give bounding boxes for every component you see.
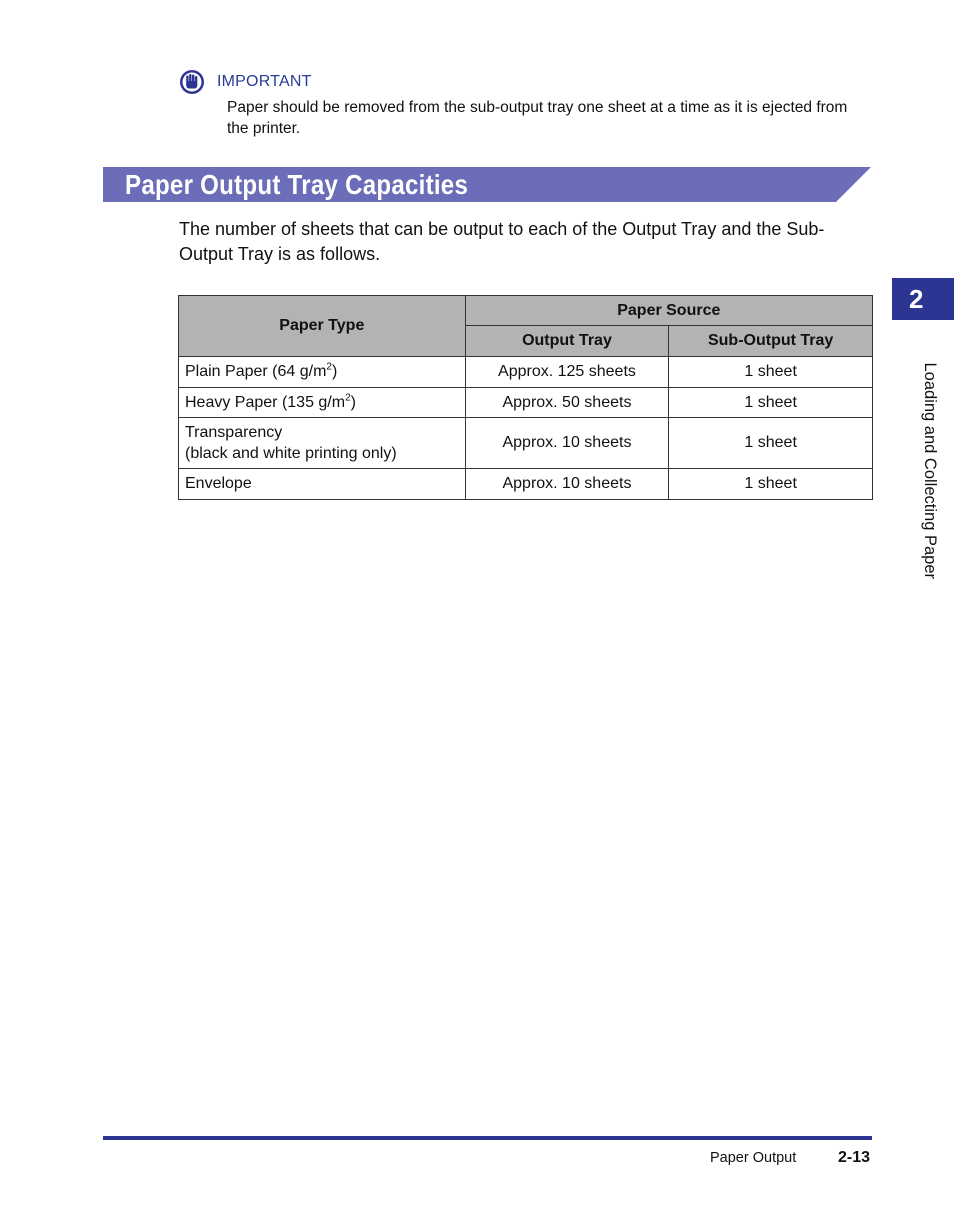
cell-sub-output-tray: 1 sheet xyxy=(669,469,873,500)
section-banner xyxy=(103,167,871,202)
header-output-tray: Output Tray xyxy=(465,326,669,357)
cell-sub-output-tray: 1 sheet xyxy=(669,357,873,388)
page-number: 2-13 xyxy=(838,1149,871,1166)
table-row xyxy=(179,388,873,418)
cell-paper-type: Envelope xyxy=(179,469,466,500)
header-sub-output-tray: Sub-Output Tray xyxy=(669,326,873,357)
header-paper-source: Paper Source xyxy=(465,296,872,326)
cell-output-tray: Approx. 50 sheets xyxy=(465,388,669,418)
chapter-side-title: Loading and Collecting Paper xyxy=(921,362,939,579)
cell-paper-type: Heavy Paper (135 $g/m^2$) xyxy=(179,388,466,418)
cell-output-tray: Approx. 10 sheets xyxy=(465,418,669,469)
cell-output-tray: Approx. 10 sheets xyxy=(465,469,669,500)
footer-section-name: Paper Output xyxy=(710,1150,797,1166)
intro-paragraph: The number of sheets that can be output to each of the Output Tray and the Sub-Output Tray is as follows. xyxy=(179,219,825,264)
cell-sub-output-tray: 1 sheet xyxy=(669,388,873,418)
cell-paper-type: Transparency (black and white printing only) xyxy=(179,418,466,469)
cell-sub-output-tray: 1 sheet xyxy=(669,418,873,469)
capacity-table xyxy=(178,295,873,500)
important-label: IMPORTANT xyxy=(217,73,312,90)
section-title: Paper Output Tray Capacities xyxy=(125,169,469,200)
footer-rule xyxy=(103,1136,872,1140)
header-paper-type: Paper Type xyxy=(179,296,466,357)
table-row xyxy=(179,469,873,500)
hand-stop-icon xyxy=(179,69,205,95)
table-row xyxy=(179,418,873,469)
important-text: Paper should be removed from the sub-output tray one sheet at a time as it is ejected from the printer. xyxy=(227,99,848,137)
cell-paper-type: Plain Paper (64 $g/m^2$) xyxy=(179,357,466,388)
chapter-tab: 2 xyxy=(892,278,954,320)
cell-output-tray: Approx. 125 sheets xyxy=(465,357,669,388)
table-row xyxy=(179,357,873,388)
